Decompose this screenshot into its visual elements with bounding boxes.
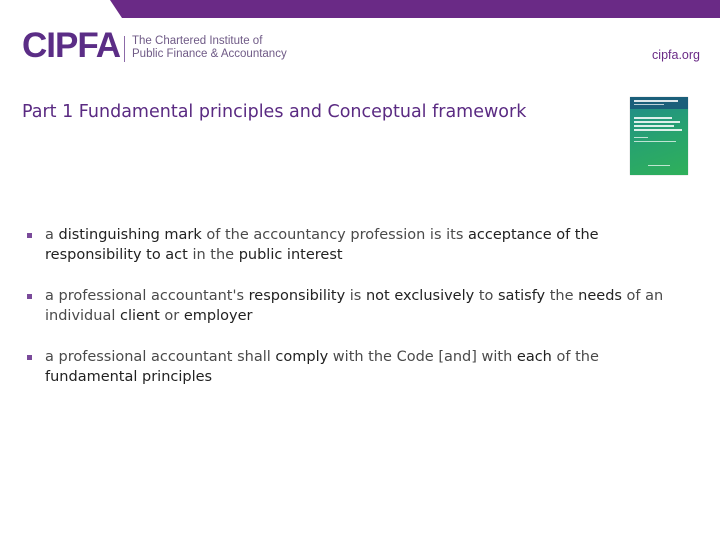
list-item [27,226,687,265]
logo-wordmark: CIPFA [22,26,121,65]
bullet-emphasis: not exclusively [365,288,475,304]
logo-tagline-line1: The Chartered Institute of [132,35,263,47]
bullet-emphasis: responsibility [248,288,346,304]
bullet-text: or [159,307,184,324]
bullet-emphasis: client [119,307,160,324]
bullet-emphasis: employer [183,307,253,324]
bullet-text: a [45,227,59,243]
book-cover-image [630,97,688,175]
logo-tagline-line2: Public Finance & Accountancy [132,48,287,60]
logo-divider [124,36,125,62]
bullet-text: of an individual [45,288,664,324]
slide-title: Part 1 Fundamental principles and Conceptual framework [22,102,527,122]
bullet-emphasis: acceptance of the responsibility to act [45,227,599,263]
bullet-marker [27,355,32,360]
bullet-text: to [474,288,498,304]
bullet-text: the [545,288,579,304]
bullet-text: of the [551,349,599,365]
bullet-emphasis: distinguishing mark [58,227,202,243]
bullet-emphasis: comply [275,349,329,365]
bullet-text: in the [187,246,239,263]
bullet-text: a professional accountant's [45,288,249,304]
list-item [27,287,687,326]
bullet-marker [27,294,32,299]
bullet-text: is [345,288,366,304]
bullet-emphasis: each [516,349,552,365]
site-url-link[interactable]: cipfa.org [652,48,700,62]
bullet-text: a professional accountant shall [45,349,276,365]
bullet-emphasis: fundamental principles [45,368,213,385]
bullet-emphasis: satisfy [498,288,546,304]
header-band [0,0,720,18]
bullet-text: of the accountancy profession is its [201,227,468,243]
bullet-marker [27,233,32,238]
bullet-emphasis: public interest [238,246,343,263]
bullet-emphasis: needs [578,288,622,304]
bullet-text: with the Code [and] with [328,349,517,365]
bullet-list [27,226,687,409]
list-item [27,348,687,387]
logo-tagline [132,35,287,61]
